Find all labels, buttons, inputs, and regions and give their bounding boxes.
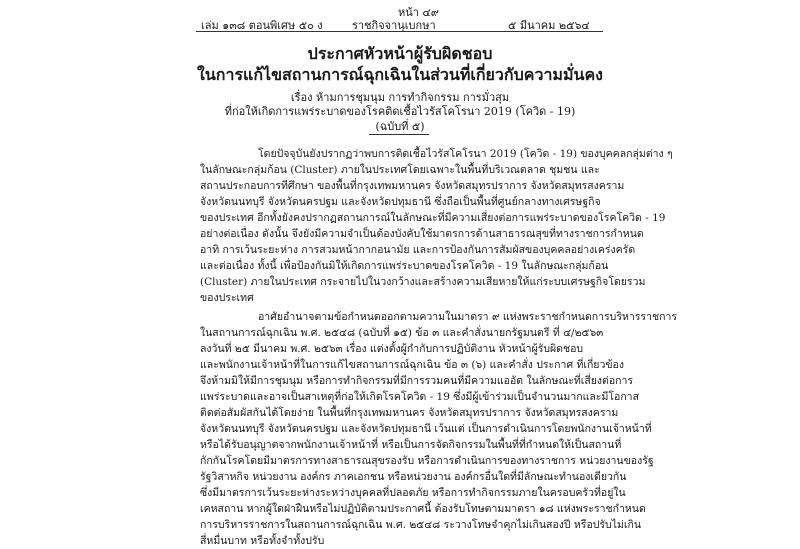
paragraph1-line: จังหวัดนนทบุรี จังหวัดนครปฐม และจังหวัดปทุมธานี ซึ่งถือเป็นพื้นที่ศูนย์กลางทางเศรษฐกิจ [200, 196, 601, 208]
paragraph2-line: ติดต่อสัมผัสกันได้โดยง่าย ในพื้นที่กรุงเทพมหานคร จังหวัดสมุทรปราการ จังหวัดสมุทรสงคราม [200, 407, 619, 419]
paragraph2-line: ลงวันที่ ๒๕ มีนาคม พ.ศ. ๒๕๖๓ เรื่อง แต่งตั้งผู้กำกับการปฏิบัติงาน หัวหน้าผู้รับผิดชอบ [200, 343, 584, 355]
announcement-subject: เรื่อง ห้ามการชุมนุม การทำกิจกรรม การมั่วสุม [290, 91, 510, 104]
paragraph1-line: สถานประกอบการทีศึกษา ของพื้นที่กรุงเทพมหานคร จังหวัดสมุทรปราการ จังหวัดสมุทรสงคราม [200, 180, 625, 192]
header-rule [196, 31, 603, 32]
paragraph1-line: ในลักษณะกลุ่มก้อน (Cluster) ภายในประเทศโดยเฉพาะในพื้นที่บริเวณตลาด ชุมชน และ [200, 164, 600, 176]
gazette-header [0, 0, 800, 40]
paragraph1-line: โดยปัจจุบันยังปรากฏว่าพบการติดเชื้อไวรัสโคโรนา 2019 (โควิด - 19) ของบุคคลกลุ่มต่าง ๆ [258, 148, 673, 160]
paragraph1-line: อาทิ การเว้นระยะห่าง การสวมหน้ากากอนามัย และการป้องกันการสัมผัสของบุคคลอย่างเคร่งครัด [200, 244, 636, 256]
paragraph2-line: ซึ่งมีมาตรการเว้นระยะห่างระหว่างบุคคลที่ปลอดภัย หรือการทำกิจกรรมภายในครอบครัวที่อยู่ใน [200, 487, 626, 499]
paragraph1-line: ของประเทศ อีกทั้งยังคงปรากฏสถานการณ์ในลักษณะที่มีความเสี่ยงต่อการแพร่ระบาดของโรคโควิด - 19 [200, 212, 666, 224]
paragraph2-line: หรือได้รับอนุญาตจากพนักงานเจ้าหน้าที่ หรือเป็นการจัดกิจกรรมในพื้นที่ที่กำหนดให้เป็นสถานที่ [200, 439, 622, 451]
title-divider [369, 134, 429, 135]
paragraph2-line: เคหสถาน หากผู้ใดฝ่าฝืนหรือไม่ปฏิบัติตามประกาศนี้ ต้องรับโทษตามมาตรา ๑๘ แห่งพระราชกำหนด [200, 503, 646, 515]
paragraph2-line: จังหวัดนนทบุรี จังหวัดนครปฐม และจังหวัดปทุมธานี เว้นแต่ เป็นการดำเนินการโดยพนักงานเจ้าหน้าที่ [200, 423, 652, 435]
volume-issue: เล่ม ๑๓๘ ตอนพิเศษ ๕๐ ง [201, 19, 323, 32]
gazette-name: ราชกิจจานุเบกษา [352, 19, 436, 32]
paragraph2-line: และพนักงานเจ้าหน้าที่ในการแก้ไขสถานการณ์ฉุกเฉิน ข้อ ๓ (๖) และคำสั่ง ประกาศ ที่เกี่ยวข้อง [200, 359, 624, 371]
paragraph2-line: กักกันโรคโดยมีมาตรการทางสาธารณสุขรองรับ หรือการดำเนินการของทางราชการ หน่วยงานของรัฐ [200, 455, 654, 467]
paragraph1-line: และต่อเนื่อง ทั้งนี้ เพื่อป้องกันมิให้เกิดการแพร่ระบาดของโรคโควิด - 19 ในลักษณะกลุ่มก้อน [200, 260, 609, 272]
paragraph2-line: ในสถานการณ์ฉุกเฉิน พ.ศ. ๒๕๔๘ (ฉบับที่ ๑๕) ข้อ ๓ และคำสั่งนายกรัฐมนตรี ที่ ๔/๒๕๖๓ [200, 327, 604, 339]
paragraph2-line: แพร่ระบาดและอาจเป็นสาเหตุที่ก่อให้เกิดโรคโควิด - 19 ซึ่งมีผู้เข้าร่วมเป็นจำนวนมากและมีโอกาส [200, 391, 639, 403]
page-number: หน้า ๔๙ [398, 6, 439, 19]
announcement-body [200, 146, 677, 549]
publication-date: ๕ มีนาคม ๒๕๖๔ [508, 19, 590, 32]
paragraph2-line: การบริหารราชการในสถานการณ์ฉุกเฉิน พ.ศ. ๒๕๔๘ ระวางโทษจำคุกไม่เกินสองปี หรือปรับไม่เกิน [200, 519, 642, 531]
paragraph2-line: สี่หมื่นบาท หรือทั้งจำทั้งปรับ [200, 535, 325, 547]
paragraph1-line: อย่างต่อเนื่อง ดังนั้น จึงยังมีความจำเป็นต้องบังคับใช้มาตรการด้านสาธารณสุขที่ทางราชการกำหนด [200, 228, 644, 240]
paragraph2-line: รัฐวิสาหกิจ หน่วยงาน องค์กร ภาคเอกชน หรือหน่วยงาน องค์กรอื่นใดที่มีลักษณะทำนองเดียวกัน [200, 471, 627, 483]
announcement-title: ประกาศหัวหน้าผู้รับผิดชอบ [307, 44, 493, 63]
paragraph2-line: อาศัยอำนาจตามข้อกำหนดออกตามความในมาตรา ๙ แห่งพระราชกำหนดการบริหารราชการ [258, 311, 677, 323]
announcement-subject-line2: ที่ก่อให้เกิดการแพร่ระบาดของโรคติดเชื้อไวรัสโคโรนา 2019 (โควิด - 19) [224, 105, 576, 118]
issue-number: (ฉบับที่ ๕) [375, 120, 425, 133]
paragraph1-line: (Cluster) ภายในประเทศ กระจายไปในวงกว้างและสร้างความเสียหายให้แก่ระบบเศรษฐกิจโดยรวม [200, 276, 646, 288]
paragraph2-line: จึงห้ามมิให้มีการชุมนุม หรือการทำกิจกรรมที่มีการรวมคนที่มีความแออัด ในลักษณะที่เสี่ยงต่อการ [200, 375, 634, 387]
paragraph1-line: ของประเทศ [200, 292, 254, 304]
announcement-title-line2: ในการแก้ไขสถานการณ์ฉุกเฉินในส่วนที่เกี่ยวกับความมั่นคง [197, 65, 603, 84]
